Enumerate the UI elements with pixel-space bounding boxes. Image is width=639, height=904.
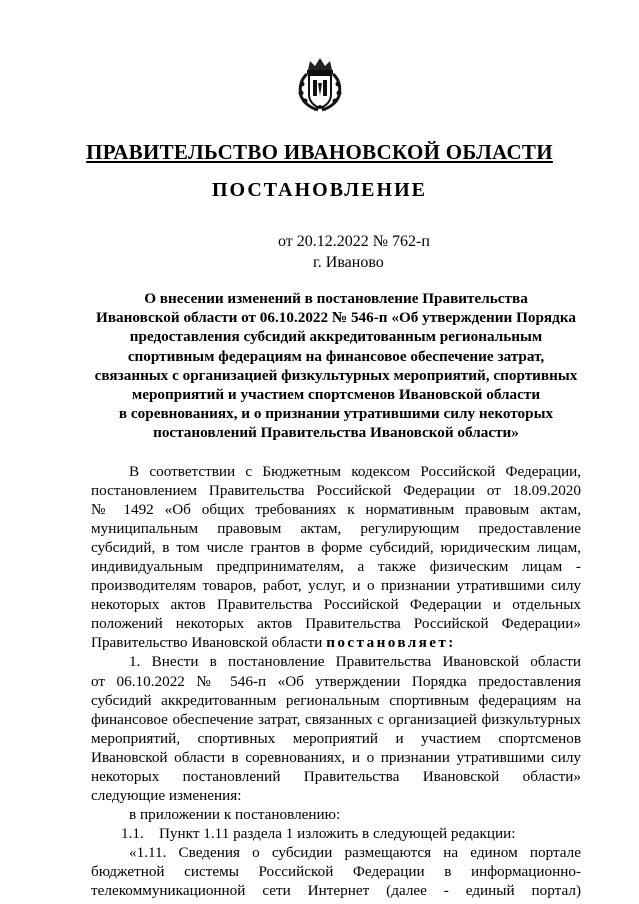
body-line: следующие изменения: [91,786,242,804]
preamble-end: Правительство Ивановской области [91,634,327,652]
body-line: производителям товаров, работ, услуг, и о признании утратившими силу [91,577,581,595]
date-and-number: от 20.12.2022 № 762-п [278,233,430,250]
body-line: от 06.10.2022 № 546-п «Об утверждении Порядка предоставления [91,672,581,690]
body-line: мероприятий, спортивных мероприятий и участием спортсменов [91,729,581,747]
body-line: субсидий, в том числе грантов в форме субсидий, юридическим лицам, [91,539,581,557]
body-line: 1.1. Пункт 1.11 раздела 1 изложить в следующей редакции: [121,824,516,842]
body-line: финансовое обеспечение затрат, связанных с организацией физкультурных [91,710,581,728]
document-subject [92,289,580,443]
body-line: В соответствии с Бюджетным кодексом Российской Федерации, [129,463,581,480]
subject-line: предоставления субсидий аккредитованным региональным [129,328,543,346]
subject-line: мероприятий и участием спортсменов Ивановской области [131,386,541,404]
body-line: № 1492 «Об общих требованиях к нормативным правовым актам, [91,501,581,519]
resolves-word: постановляет: [326,634,456,652]
body-line: 1. Внести в постановление Правительства Ивановской области [129,653,581,671]
coat-of-arms-icon [296,56,344,112]
body-line [91,633,581,652]
subject-line: Ивановской области от 06.10.2022 № 546-п «Об утверждении Порядка [96,309,576,327]
subject-line: постановлений Правительства Ивановской области» [153,424,519,442]
body-line: субсидий аккредитованным региональным спортивным федерациям на [91,691,581,709]
document-body [91,462,581,900]
government-title: ПРАВИТЕЛЬСТВО ИВАНОВСКОЙ ОБЛАСТИ [86,140,553,164]
subject-line: спортивным федерациям на финансовое обеспечение затрат, [127,347,545,365]
city: г. Иваново [313,254,384,271]
document-type: ПОСТАНОВЛЕНИЕ [212,179,427,201]
body-line: муниципальным правовым актам, регулирующим предоставление [91,520,581,538]
body-line: индивидуальным предпринимателям, а также физическим лицам - [91,558,581,576]
body-line: в приложении к постановлению: [129,805,341,823]
body-line: некоторых актов Правительства Российской Федерации и отдельных [91,596,581,614]
subject-line: связанных с организацией физкультурных мероприятий, спортивных [94,366,578,384]
body-line: «1.11. Сведения о субсидии размещаются на едином портале [129,843,581,861]
subject-line: в соревнованиях, и о признании утратившими силу некоторых [118,405,554,423]
body-line: постановлением Правительства Российской Федерации от 18.09.2020 [91,482,581,500]
body-line: бюджетной системы Российской Федерации в информационно- [91,862,581,880]
subject-line: О внесении изменений в постановление Правительства [144,290,528,307]
body-line: телекоммуникационной сети Интернет (далее - единый портал) [91,882,581,900]
body-line: положений некоторых актов Правительства Российской Федерации» [91,615,581,633]
body-line: Ивановской области в соревнованиях, и о признании утратившими силу [91,748,581,766]
body-line: некоторых постановлений Правительства Ивановской области» [91,767,581,785]
